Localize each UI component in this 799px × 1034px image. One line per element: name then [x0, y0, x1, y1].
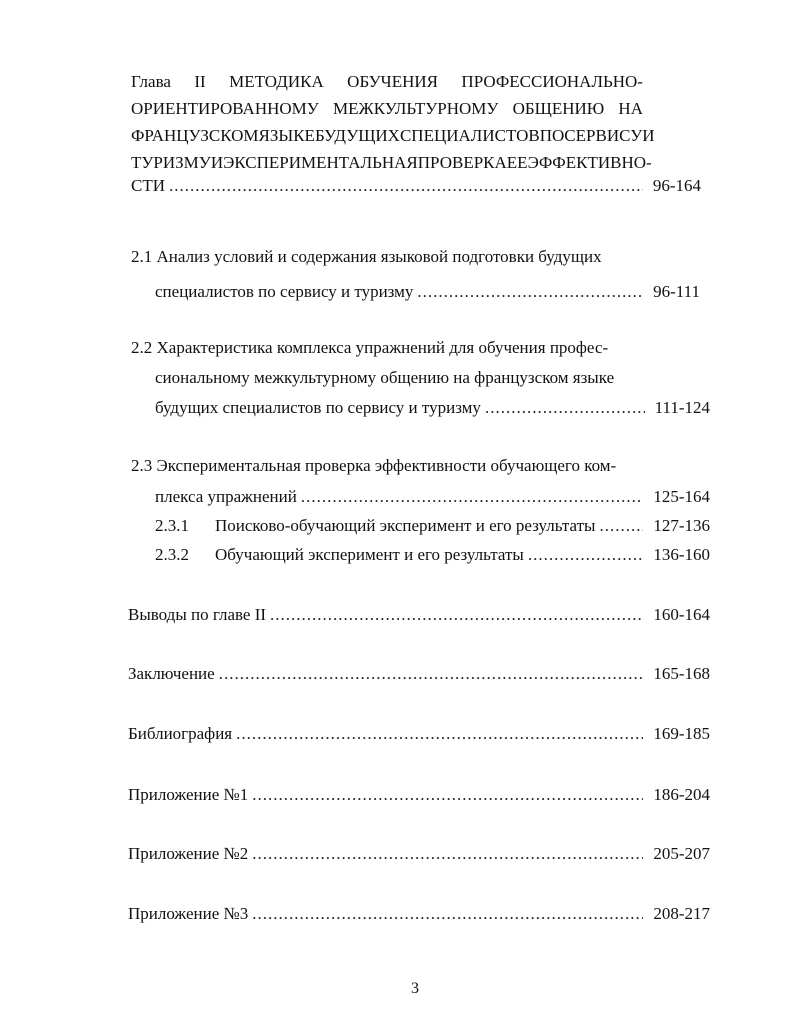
heading-word: И [642, 126, 655, 145]
heading-word: СЕРВИСУ [564, 126, 643, 145]
toc-entry-2-2 [155, 398, 710, 418]
toc-entry-2-3-2 [155, 545, 710, 565]
page-range: 136-160 [653, 545, 710, 564]
heading-word: БУДУЩИХ [314, 126, 400, 145]
heading-word: ЭКСПЕРИМЕНТАЛЬНАЯ [223, 153, 418, 172]
chapter-heading-line-5 [131, 176, 701, 196]
entry-title: 2.2 Характеристика комплекса упражнений для обучения профес- [131, 338, 609, 357]
heading-word: ФРАНЦУЗСКОМ [131, 126, 259, 145]
dot-leader [219, 664, 644, 684]
entry-title: Библиография [128, 724, 233, 743]
chapter-heading-line-3 [131, 122, 655, 149]
entry-title: 2.3 Экспериментальная проверка эффективности обучающего ком- [131, 456, 617, 475]
page-range: 186-204 [653, 785, 710, 804]
page-range: 205-207 [653, 844, 710, 863]
dot-leader [236, 724, 643, 744]
entry-title: Выводы по главе II [128, 605, 267, 624]
dot-leader [417, 282, 643, 302]
dot-leader [169, 176, 643, 196]
page-range: 111-124 [654, 398, 710, 417]
chapter-heading-line-4 [131, 149, 652, 176]
toc-entry-appendix-1 [128, 785, 710, 805]
dot-leader [252, 785, 643, 805]
toc-entry-appendix-2 [128, 844, 710, 864]
page-range: 165-168 [653, 664, 710, 683]
heading-word: ОРИЕНТИРОВАННОМУ [131, 99, 319, 118]
chapter-heading-line-2 [131, 95, 643, 122]
toc-entry-2-3-line-1 [131, 456, 616, 476]
page-range: 125-164 [653, 487, 710, 506]
dot-leader [485, 398, 645, 418]
heading-word: II [194, 72, 206, 91]
dot-leader [252, 904, 643, 924]
toc-entry-bibliography [128, 724, 710, 744]
entry-title: специалистов по сервису и туризму [155, 282, 414, 301]
heading-word: МЕТОДИКА [229, 72, 324, 91]
heading-word: ЭФФЕКТИВНО- [527, 153, 652, 172]
heading-word: СТИ [131, 176, 165, 195]
toc-entry-2-1 [155, 282, 700, 302]
heading-word: ТУРИЗМУ [131, 153, 211, 172]
entry-title: плекса упражнений [155, 487, 297, 506]
toc-entry-2-1-line-1 [131, 247, 602, 267]
toc-entry-conclusions [128, 605, 710, 625]
dot-leader [270, 605, 643, 625]
heading-word: НА [618, 99, 643, 118]
heading-word: СПЕЦИАЛИСТОВ [399, 126, 540, 145]
page-range: 127-136 [653, 516, 710, 535]
toc-entry-conclusion [128, 664, 710, 684]
chapter-heading-line-1 [131, 68, 643, 95]
chapter-heading [131, 68, 655, 176]
entry-title: будущих специалистов по сервису и туризму [155, 398, 481, 417]
toc-entry-2-3 [155, 487, 710, 507]
heading-word: ЯЗЫКЕ [258, 126, 315, 145]
entry-title: Приложение №2 [128, 844, 249, 863]
heading-word: ОБЩЕНИЮ [512, 99, 605, 118]
entry-title: Обучающий эксперимент и его результаты [215, 545, 524, 564]
page-range: 96-164 [652, 176, 701, 195]
page-range: 96-111 [653, 282, 700, 301]
entry-title: Заключение [128, 664, 215, 683]
heading-word: ОБУЧЕНИЯ [347, 72, 438, 91]
dot-leader [528, 545, 643, 565]
heading-word: МЕЖКУЛЬТУРНОМУ [332, 99, 499, 118]
entry-title: Поисково-обучающий эксперимент и его результаты [215, 516, 596, 535]
entry-title: Приложение №1 [128, 785, 249, 804]
heading-word: ЕЕ [506, 153, 528, 172]
dot-leader [301, 487, 643, 507]
heading-word: ПРОВЕРКА [417, 153, 507, 172]
toc-entry-2-3-1 [155, 516, 710, 536]
dot-leader [252, 844, 643, 864]
entry-title: сиональному межкультурному общению на французском языке [155, 368, 615, 387]
entry-number: 2.3.1 [155, 516, 189, 535]
heading-word: ПРОФЕССИОНАЛЬНО- [461, 72, 643, 91]
toc-entry-2-2-line-2 [155, 368, 614, 388]
page-number: 3 [411, 980, 419, 997]
entry-title: 2.1 Анализ условий и содержания языковой подготовки будущих [131, 247, 602, 266]
entry-title: Приложение №3 [128, 904, 249, 923]
page-range: 160-164 [653, 605, 710, 624]
page-range: 169-185 [653, 724, 710, 743]
heading-word: Глава [131, 72, 171, 91]
dot-leader [599, 516, 643, 536]
heading-word: ПО [539, 126, 565, 145]
entry-number: 2.3.2 [155, 545, 189, 564]
heading-word: И [210, 153, 224, 172]
page-range: 208-217 [653, 904, 710, 923]
toc-entry-appendix-3 [128, 904, 710, 924]
toc-entry-2-2-line-1 [131, 338, 608, 358]
